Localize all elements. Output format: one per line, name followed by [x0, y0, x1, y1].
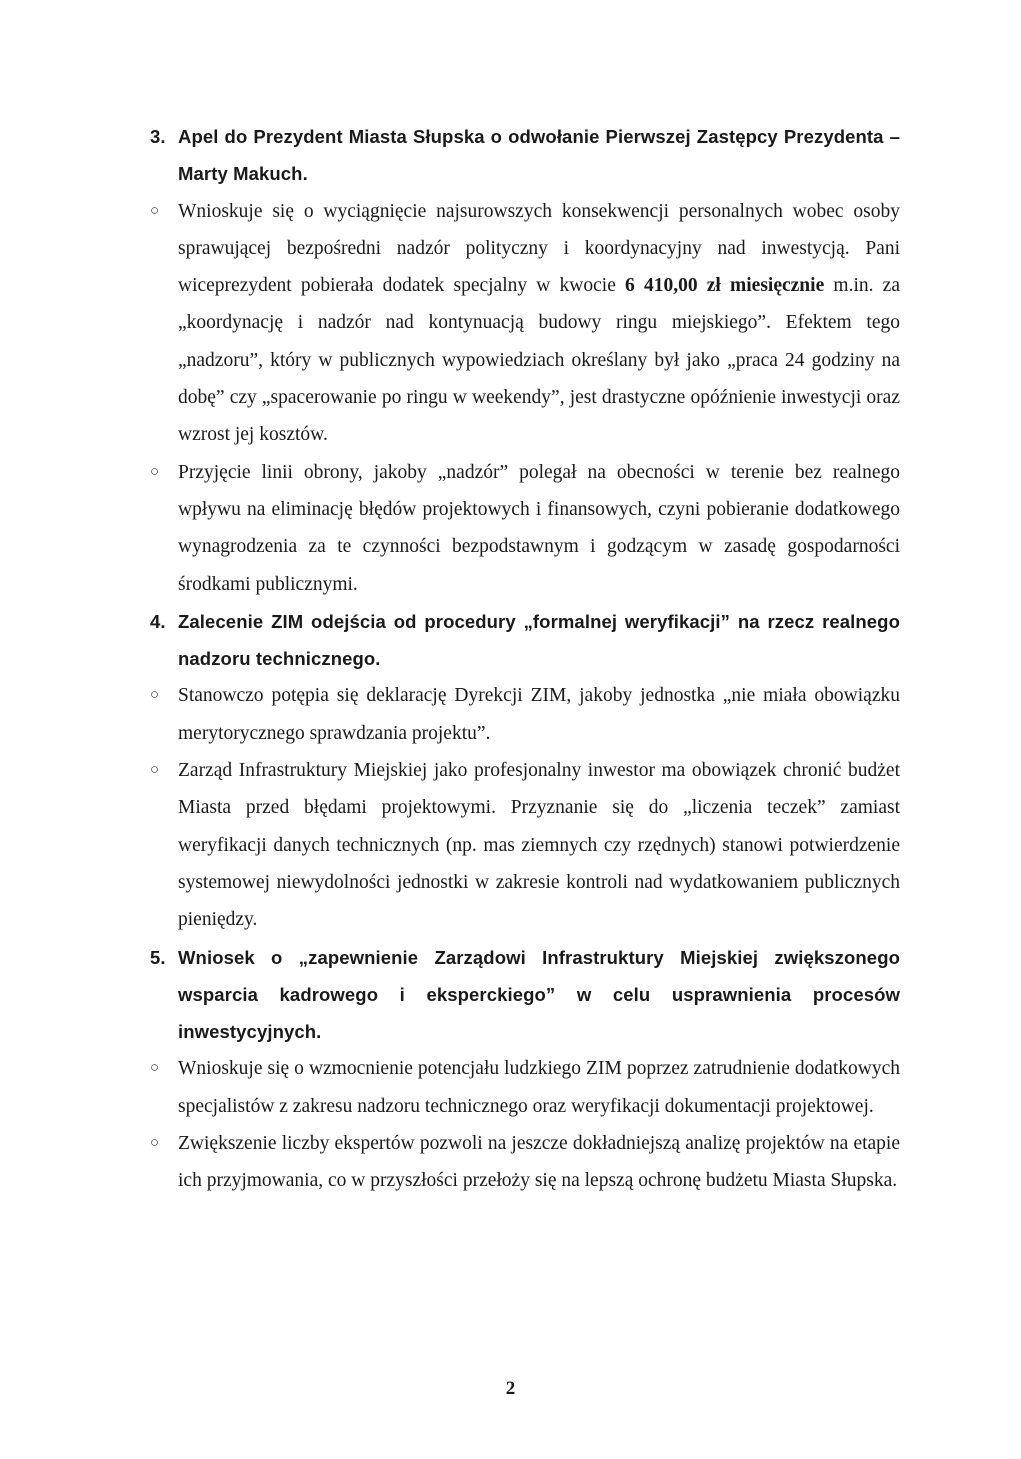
- list-item-text: Przyjęcie linii obrony, jakoby „nadzór” polegał na obecności w terenie bez realnego wpływu na eliminację błędów projektowych i finansowych, czyni pobieranie dodatkowego wynagrodzenia za te czynności bezpodstawnym i godzącym w zasadę gospodarności środkami publicznymi.: [178, 461, 900, 595]
- list-item-text: Wnioskuje się o wyciągnięcie najsurowszych konsekwencji personalnych wobec osoby sprawującej bezpośredni nadzór polityczny i koordynacyjny nad inwestycją. Pani wiceprezydent pobierała dodatek specjalny w kwocie 6 410,00 zł miesięcznie m.in. za „koordynację i nadzór nad kontynuacją budowy ringu miejskiego”. Efektem tego „nadzoru”, który w publicznych wypowiedziach określany był jako „praca 24 godziny na dobę” czy „spacerowanie po ringu w weekendy”, jest drastyczne opóźnienie inwestycji oraz wzrost jej kosztów.: [178, 200, 900, 446]
- section-title: Zalecenie ZIM odejścia od procedury „formalnej weryfikacji” na rzecz realnego nadzoru technicznego.: [178, 610, 900, 670]
- section-heading-5: [150, 939, 900, 1051]
- amount-highlight: 6 410,00 zł miesięcznie: [625, 275, 825, 297]
- list-item: [150, 1050, 900, 1125]
- circle-bullet-icon: [150, 193, 174, 230]
- section-title: Apel do Prezydent Miasta Słupska o odwołanie Pierwszej Zastępcy Prezydenta – Marty Makuch.: [178, 126, 900, 185]
- list-item: [150, 752, 900, 938]
- list-item-text: Stanowczo potępia się deklarację Dyrekcji ZIM, jakoby jednostka „nie miała obowiązku merytorycznego sprawdzania projektu”.: [178, 685, 900, 744]
- document-body: [150, 118, 900, 1200]
- circle-bullet-icon: [150, 677, 174, 714]
- section-heading-4: [150, 603, 900, 678]
- section-number: 4.: [150, 610, 166, 632]
- section-heading-3: [150, 118, 900, 193]
- page-number: 2: [505, 1378, 516, 1399]
- list-item-text: Wnioskuje się o wzmocnienie potencjału ludzkiego ZIM poprzez zatrudnienie dodatkowych specjalistów z zakresu nadzoru technicznego oraz weryfikacji dokumentacji projektowej.: [178, 1058, 900, 1117]
- list-item-text: Zarząd Infrastruktury Miejskiej jako profesjonalny inwestor ma obowiązek chronić budżet Miasta przed błędami projektowymi. Przyznanie się do „liczenia teczek” zamiast weryfikacji danych technicznych (np. mas ziemnych czy rzędnych) stanowi potwierdzenie systemowej niewydolności jednostki w zakresie kontroli nad wydatkowaniem publicznych pieniędzy.: [178, 760, 900, 931]
- list-item: [150, 677, 900, 752]
- circle-bullet-icon: [150, 1050, 174, 1087]
- list-item-text: Zwiększenie liczby ekspertów pozwoli na jeszcze dokładniejszą analizę projektów na etapie ich przyjmowania, co w przyszłości przełoży się na lepszą ochronę budżetu Miasta Słupska.: [178, 1133, 900, 1192]
- section-number: 3.: [150, 126, 166, 147]
- list-item: [150, 1125, 900, 1200]
- circle-bullet-icon: [150, 752, 174, 789]
- section-title: Wniosek o „zapewnienie Zarządowi Infrastruktury Miejskiej zwiększonego wsparcia kadrowego i eksperckiego” w celu usprawnienia procesów inwestycyjnych.: [178, 946, 900, 1043]
- circle-bullet-icon: [150, 1125, 174, 1162]
- circle-bullet-icon: [150, 454, 174, 491]
- list-item: [150, 454, 900, 603]
- section-number: 5.: [150, 946, 166, 968]
- list-item: [150, 193, 900, 454]
